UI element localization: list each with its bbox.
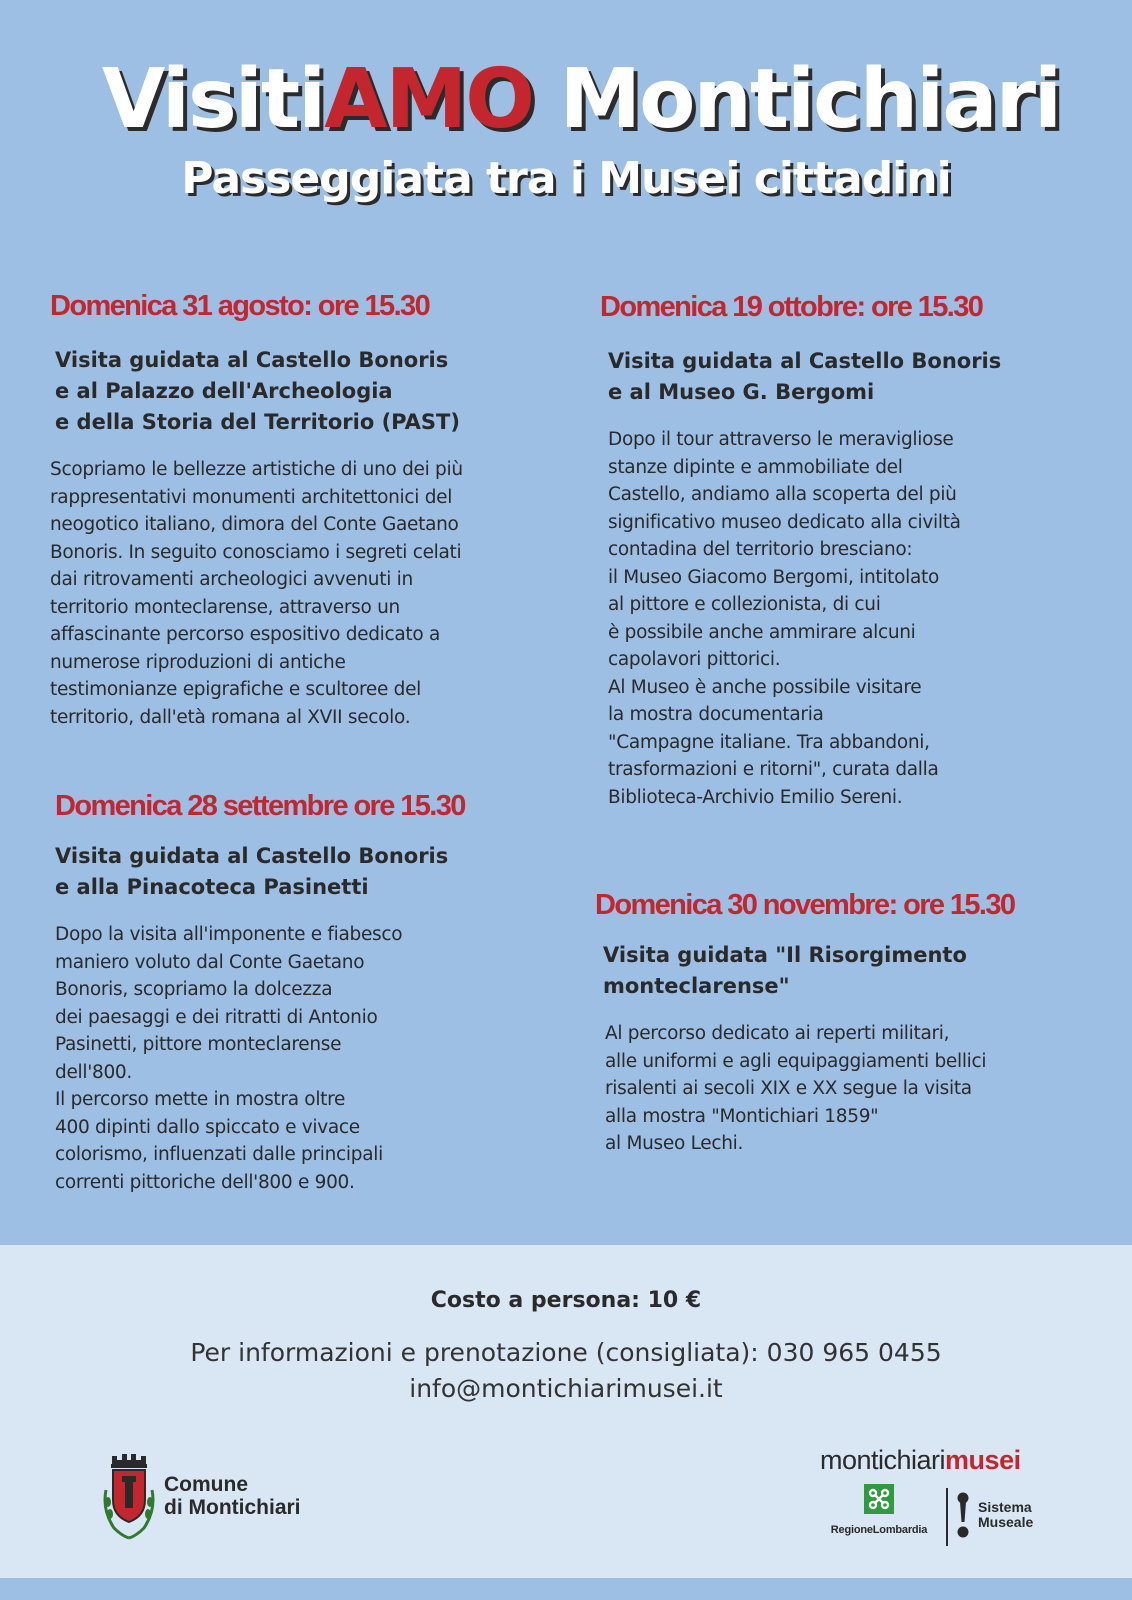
keyhole-icon	[956, 1492, 970, 1538]
event-description: Al percorso dedicato ai reperti militari, alle uniformi e agli equipaggiamenti bellici risalenti ai secoli XIX e XX segue la visita alla mostra "Montichiari 1859" al Museo Lechi.	[605, 1023, 987, 1154]
logo-divider	[946, 1488, 948, 1546]
montichiari-musei-logo	[820, 1445, 1050, 1476]
poster-title	[0, 52, 1132, 147]
sistema-museale-logo	[956, 1492, 1033, 1538]
event-august	[50, 290, 560, 731]
event-september	[55, 790, 565, 1196]
event-description: Scopriamo le bellezze artistiche di uno dei più rappresentativi monumenti architettonici del neogotico italiano, dimora del Conte Gaetano Bonoris. In seguito conosciamo i segreti celati dai ritrovamenti archeologici avvenuti in territorio monteclarense, attraverso un affascinante percorso espositivo dedicato a numerose riproduzioni di antiche testimonianze epigrafiche e scultoree del territorio, dall'età romana al XVII secolo.	[50, 459, 463, 728]
poster-subtitle: Passeggiata tra i Musei cittadini	[181, 153, 951, 205]
comune-logo	[100, 1450, 301, 1542]
title-suffix: Montichiari	[533, 52, 1061, 147]
booking-phone-line: Per informazioni e prenotazione (consigliata): 030 965 0455	[190, 1338, 942, 1367]
event-october	[600, 291, 1110, 811]
event-heading: Visita guidata "Il Risorgimento monteclarense"	[603, 943, 967, 998]
comune-label: Comune di Montichiari	[164, 1473, 301, 1519]
event-description: Dopo il tour attraverso le meravigliose stanze dipinte e ammobiliate del Castello, andiamo alla scoperta del più significativo museo dedicato alla civiltà contadina del territorio bresciano: il Museo Giacomo Bergomi, intitolato al pittore e collezionista, di cui è possibile anche ammirare alcuni capolavori pittorici. Al Museo è anche possibile visitare la mostra documentaria "Campagne italiane. Tra abbandoni, trasformazioni e ritorni", curata dalla Biblioteca-Archivio Emilio Sereni.	[608, 429, 961, 808]
sistema-label: Sistema Museale	[978, 1499, 1034, 1530]
regione-lombardia-logo	[820, 1484, 938, 1536]
coat-of-arms-icon	[100, 1450, 158, 1542]
lombardia-rose-icon	[864, 1484, 894, 1514]
event-date: Domenica 19 ottobre: ore 15.30	[600, 291, 983, 323]
event-description: Dopo la visita all'imponente e fiabesco maniero voluto dal Conte Gaetano Bonoris, scopriamo la dolcezza dei paesaggi e dei ritratti di Antonio Pasinetti, pittore monteclarense dell'800. Il percorso mette in mostra oltre 400 dipinti dallo spiccato e vivace colorismo, influenzati dalle principali correnti pittoriche dell'800 e 900.	[55, 924, 403, 1193]
event-heading: Visita guidata al Castello Bonoris e al Museo G. Bergomi	[608, 349, 1002, 404]
email-link[interactable]: info@montichiarimusei.it	[409, 1374, 723, 1403]
contact-info	[0, 1335, 1132, 1407]
poster-header	[0, 52, 1132, 205]
cost-text: Costo a persona: 10 €	[430, 1288, 702, 1313]
event-heading: Visita guidata al Castello Bonoris e alla Pinacoteca Pasinetti	[55, 844, 449, 899]
musei-logo-part-a: montichiari	[820, 1445, 946, 1475]
event-date: Domenica 31 agosto: ore 15.30	[50, 290, 430, 322]
regione-label: RegioneLombardia	[830, 1524, 928, 1536]
title-prefix: Visiti	[101, 52, 325, 147]
musei-logo-block	[820, 1445, 1050, 1546]
event-november	[595, 889, 1105, 1158]
event-date: Domenica 28 settembre ore 15.30	[55, 790, 465, 822]
event-heading: Visita guidata al Castello Bonoris e al Palazzo dell'Archeologia e della Storia del Territorio (PAST)	[55, 348, 460, 434]
footer	[0, 1245, 1132, 1600]
event-date: Domenica 30 novembre: ore 15.30	[595, 889, 1015, 921]
musei-logo-part-b: musei	[945, 1445, 1021, 1475]
title-accent: AMO	[324, 52, 533, 147]
bottom-band	[0, 1578, 1132, 1600]
